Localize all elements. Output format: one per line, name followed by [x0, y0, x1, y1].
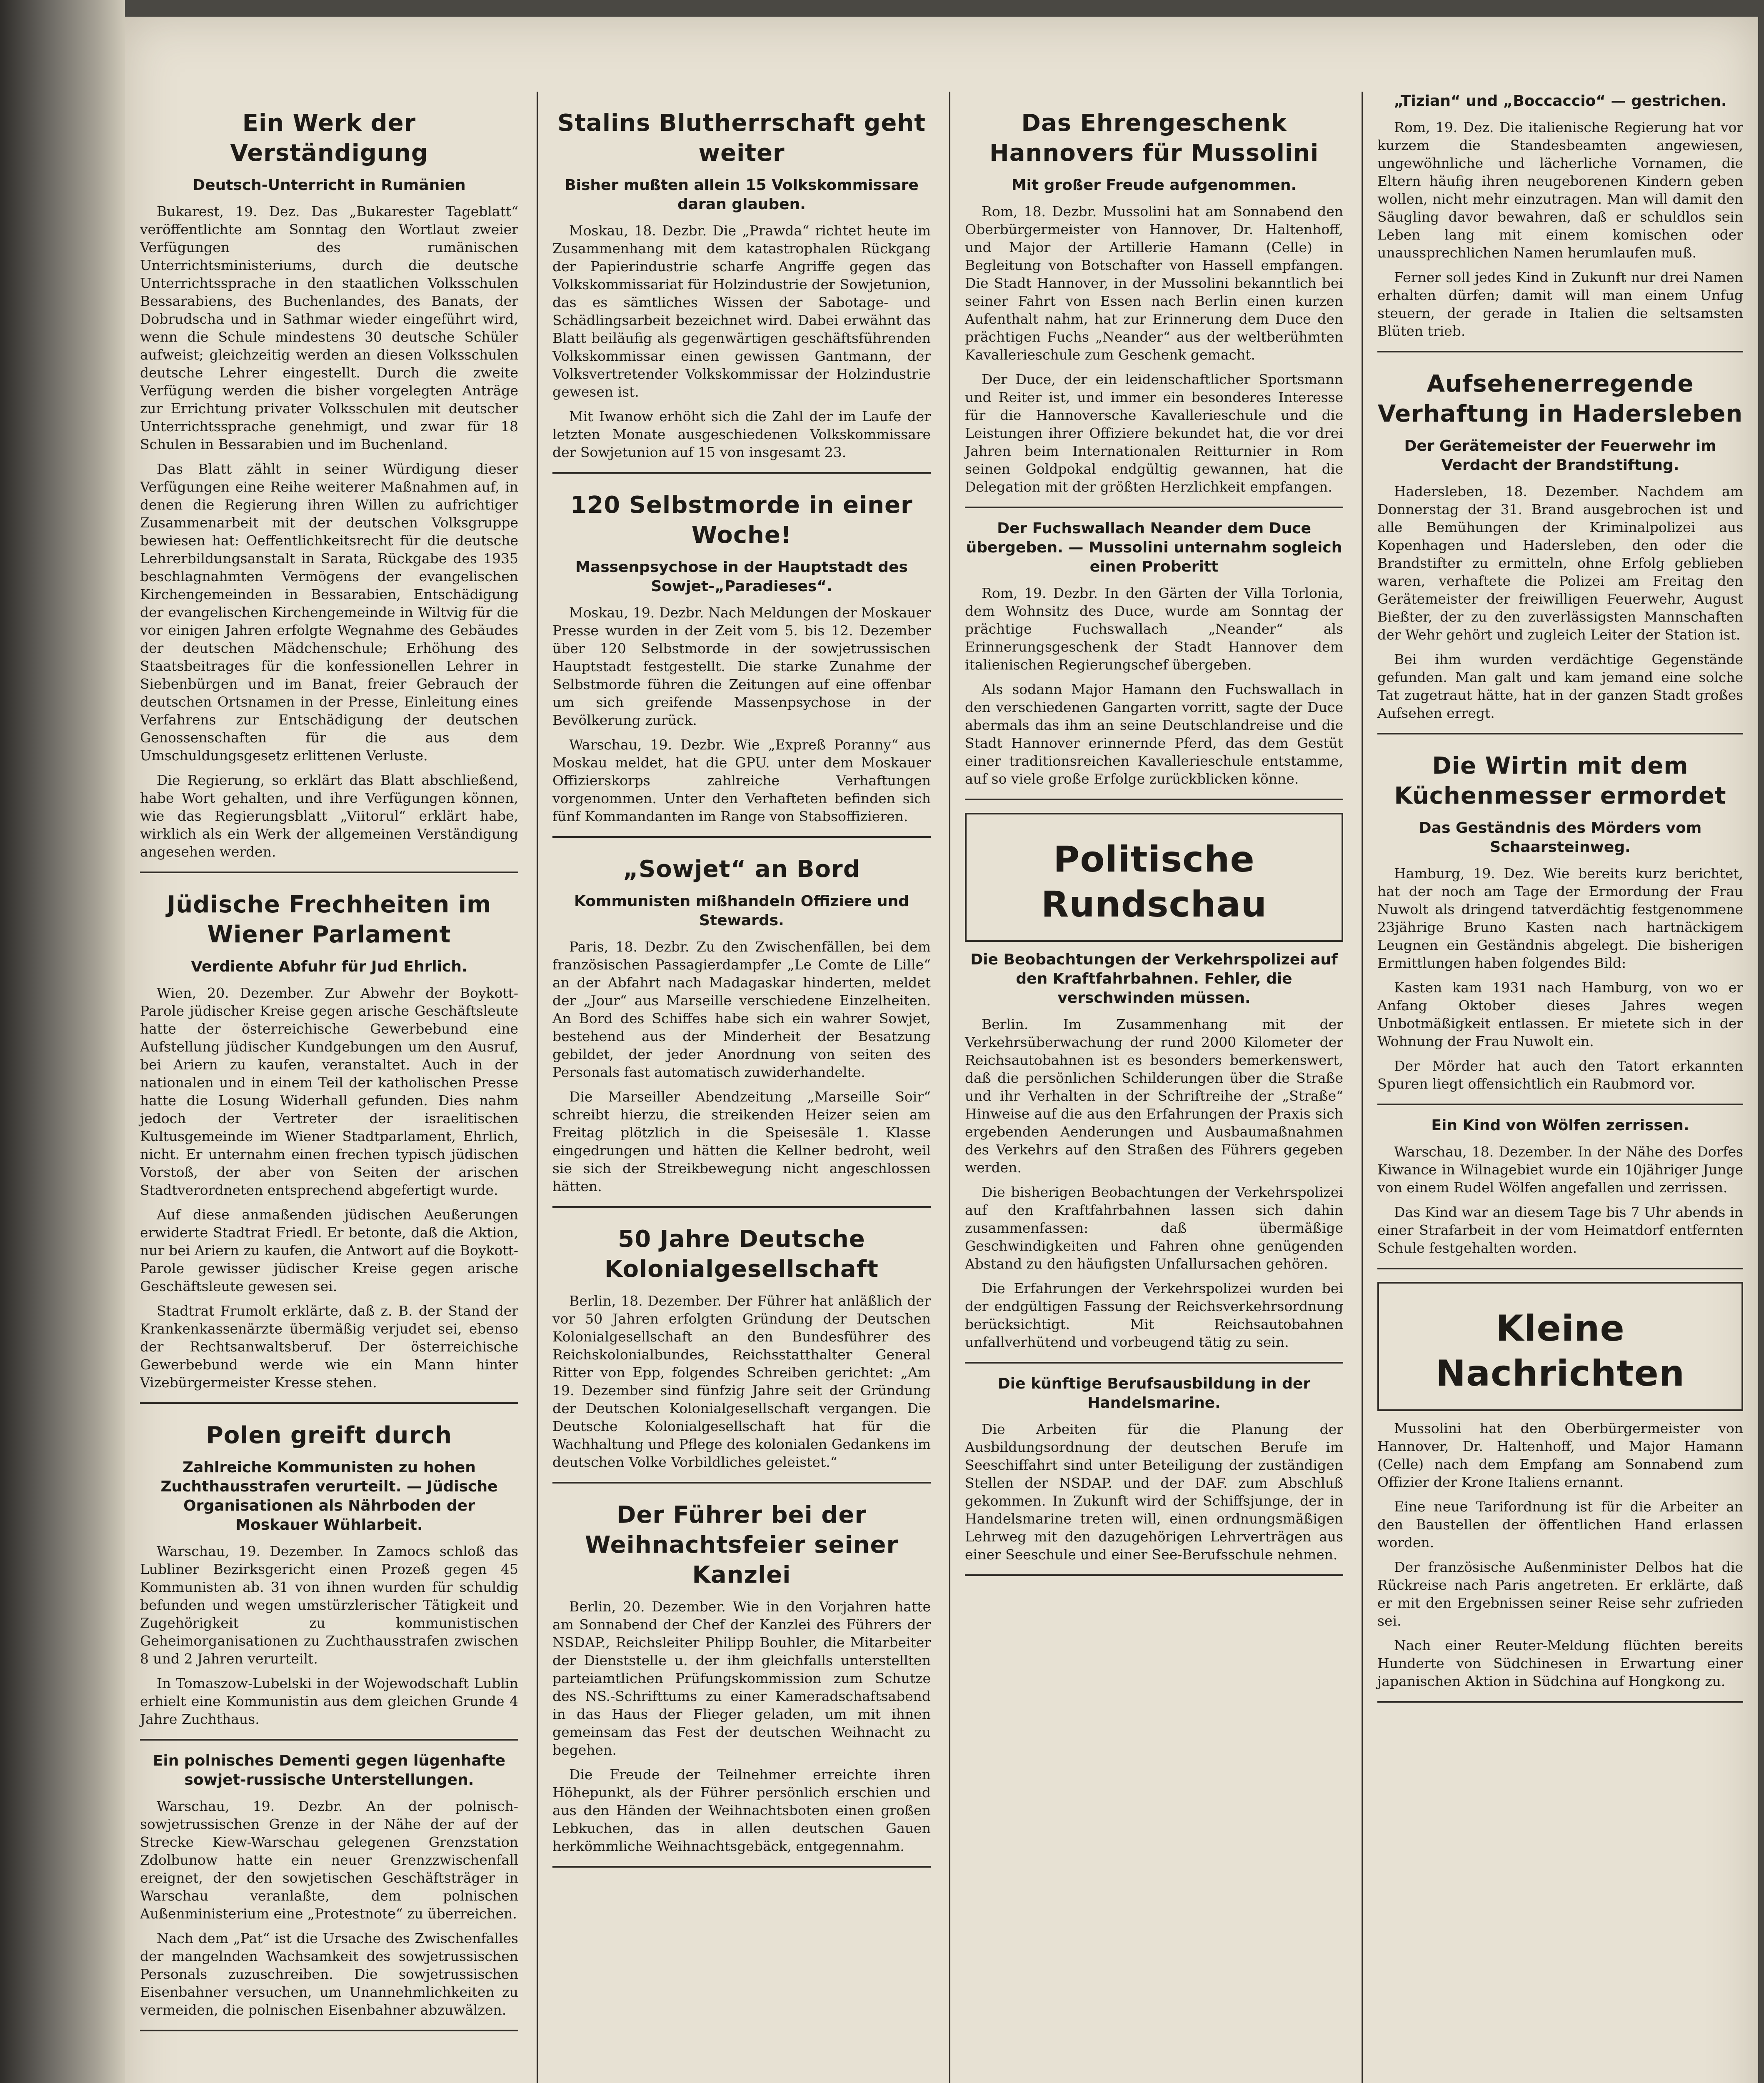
article-subhead: Deutsch-Unterricht in Rumänien — [192, 177, 466, 194]
article-headline: 120 Selbstmorde in einer Woche! — [570, 492, 913, 549]
article-subhead: Ein Kind von Wölfen zerrissen. — [1431, 1117, 1689, 1134]
article-paragraph: Der Duce, der ein leidenschaftlicher Sportsmann und Reiter ist, und immer ein besonderes Interesse für die Hannoversche Kavallerieschule und die Leistungen ihrer Offiziere bekundet hat, die vor drei Jahren beim Internationalen Reitturnier in Rom seinen Goldpokal endgültig gewannen, hat die Delegation mit der größten Herzlichkeit empfangen. — [965, 371, 1343, 495]
article-separator — [965, 799, 1343, 800]
article — [1377, 751, 1743, 1105]
article-subhead: Mit großer Freude aufgenommen. — [1011, 177, 1297, 194]
article — [1377, 369, 1743, 734]
article-separator — [965, 1574, 1343, 1576]
article-headline: Die Wirtin mit dem Küchenmesser ermordet — [1394, 752, 1727, 809]
article-paragraph: Auf diese anmaßenden jüdischen Aeußerungen erwiderte Stadtrat Friedl. Er betonte, daß die Aktion, nur bei Ariern zu kaufen, die Antwort auf die Boykott-Parole gewisser jüdischer Kreise gegen arische Geschäftsleute gewesen sei. — [140, 1206, 518, 1294]
article — [552, 490, 931, 838]
article-headline: Stalins Blutherrschaft geht weiter — [557, 110, 926, 167]
article-separator — [552, 1482, 931, 1484]
article-paragraph: Warschau, 19. Dezbr. Wie „Expreß Poranny“ aus Moskau meldet, hat die GPU. unter dem Moskauer Offizierskorps zahlreiche Verhaftungen vorgenommen. Unter den Verhafteten befinden sich fünf Kommandanten im Range von Stabsoffizieren. — [552, 737, 931, 824]
article-paragraph: Paris, 18. Dezbr. Zu den Zwischenfällen, bei dem französischen Passagierdampfer „Le Comte de Lille“ an der Abfahrt nach Madagaskar hinderten, meldet der „Jour“ aus Marseille verschiedene Einzelheiten. An Bord des Schiffes habe sich ein wahrer Sowjet, bestehend aus der Minderheit der Besatzung gebildet, der jeder Anordnung von seiten des Personals fast automatisch zuwiderhandelte. — [552, 939, 931, 1080]
article-paragraph: Die bisherigen Beobachtungen der Verkehrspolizei auf den Kraftfahrbahnen lassen sich dahin zusammenfassen: daß übermäßige Geschwindigkeiten und Fahren ohne genügenden Abstand zu den häufigsten Unfallursachen gehören. — [965, 1184, 1343, 1272]
article-headline: Kleine Nachrichten — [1436, 1308, 1685, 1394]
article-separator — [552, 836, 931, 838]
article-paragraph: Mit Iwanow erhöht sich die Zahl der im Laufe der letzten Monate ausgeschiedenen Volkskommissare der Sowjetunion auf 15 von insgesamt 23. — [552, 408, 931, 460]
article-headline: „Sowjet“ an Bord — [623, 856, 860, 883]
article-subhead: Kommunisten mißhandeln Offiziere und Stewards. — [574, 893, 909, 929]
article-paragraph: Die Regierung, so erklärt das Blatt abschließend, habe Wort gehalten, und ihre Verfügungen können, wie das Regierungsblatt „Viitorul“ erklärt habe, wirklich als ein Werk der allgemeinen Verständigung angesehen werden. — [140, 772, 518, 860]
article-paragraph: Stadtrat Frumolt erklärte, daß z. B. der Stand der Krankenkassenärzte übermäßig verjudet sei, ebenso der Rechtsanwaltsberuf. Der österreichische Gewerbebund werde wie ein Mann hinter Vizebürgermeister Kresse stehen. — [140, 1303, 518, 1391]
article-paragraph: Das Kind war an diesem Tage bis 7 Uhr abends in einer Strafarbeit in der vom Heimatdorf entfernten Schule festgehalten worden. — [1377, 1204, 1743, 1256]
article-separator — [1377, 733, 1743, 734]
article-subhead: Der Gerätemeister der Feuerwehr im Verdacht der Brandstiftung. — [1404, 437, 1717, 474]
article-paragraph: Bukarest, 19. Dez. Das „Bukarester Tageblatt“ veröffentlichte am Sonntag den Wortlaut zweier Verfügungen des rumänischen Unterrichtsministeriums, durch die deutsche Unterrichtssprache in den staatlichen Volksschulen Bessarabiens, des Buchenlandes, des Banats, der Dobrudscha und in Sathmar wieder eingeführt wird, wenn die Schule mindestens 30 deutsche Schüler aufweist; gleichzeitig werden an diesen Volksschulen deutsche Lehrer eingestellt. Durch die zweite Verfügung werden die bisher vorgelegten Anträge zur Errichtung privater Volksschulen mit deutscher Unterrichtssprache genehmigt, und zwar für 18 Schulen in Bessarabien und im Buchenland. — [140, 203, 518, 452]
article-subhead: Ein polnisches Dementi gegen lügenhafte sowjet-russische Unterstellungen. — [152, 1752, 506, 1788]
column-2 — [537, 92, 946, 2083]
article-paragraph: Warschau, 18. Dezember. In der Nähe des Dorfes Kiwance in Wilnagebiet wurde ein 10jähriger Junge von einem Rudel Wölfen angefallen und zerrissen. — [1377, 1144, 1743, 1196]
article-subhead: Das Geständnis des Mörders vom Schaarsteinweg. — [1419, 819, 1702, 856]
article-headline: Aufsehenerregende Verhaftung in Hadersleben — [1377, 370, 1743, 427]
article-paragraph: Wien, 20. Dezember. Zur Abwehr der Boykott-Parole jüdischer Kreise gegen arische Geschäftsleute hatte der österreichische Gewerbebund eine Aufstellung jüdischer Kundgebungen um den Ausruf, bei Ariern zu kaufen, veranstaltet. Auch in der nationalen und in einem Teil der katholischen Presse hatte die Losung Widerhall gefunden. Dies nahm jedoch der Vertreter der israelitischen Kultusgemeinde im Wiener Stadtparlament, Ehrlich, nicht. Er unternahm einen frechen typisch jüdischen Vorstoß, der aber von Seiten der arischen Stadtverordneten entsprechend abgefertigt wurde. — [140, 985, 518, 1198]
article-separator — [552, 1866, 931, 1868]
article-paragraph: Ferner soll jedes Kind in Zukunft nur drei Namen erhalten dürfen; damit will man einem Unfug steuern, der gerade in Italien die seltsamsten Blüten trieb. — [1377, 269, 1743, 339]
article — [965, 813, 1343, 1364]
article-subhead: Die Beobachtungen der Verkehrspolizei auf den Kraftfahrbahnen. Fehler, die verschwinden müssen. — [970, 951, 1338, 1007]
article — [965, 108, 1343, 508]
article — [140, 1421, 518, 1741]
article — [1377, 92, 1743, 352]
newspaper-page — [125, 17, 1758, 2083]
article-paragraph: Mussolini hat den Oberbürgermeister von Hannover, Dr. Haltenhoff, und Major Hamann (Celle) nach dem Empfang am Sonnabend zum Offizier der Krone Italiens ernannt. — [1377, 1420, 1743, 1490]
article — [1377, 1282, 1743, 1703]
article-subhead: Bisher mußten allein 15 Volkskommissare daran glauben. — [565, 177, 919, 213]
column-4 — [1362, 92, 1758, 2083]
article-paragraph: Das Blatt zählt in seiner Würdigung dieser Verfügungen eine Reihe weiterer Maßnahmen auf, in denen die Regierung ihren Willen zu aufrichtiger Zusammenarbeit mit der deutschen Volksgruppe bewiesen hat: Oeffentlichkeitsrecht für die deutsche Lehrerbildungsanstalt in Sarata, Rückgabe des 1935 beschlagnahmten Vermögens der evangelischen Kirchengemeinden in Bessarabien, Entschädigung der evangelischen Kirchengemeinde in Wiltvig für die vor einigen Jahren erfolgte Wegnahme des Gebäudes der deutschen Mädchenschule; Erhöhung des Staatsbeitrages für die konfessionellen Lehrer in Siebenbürgen und im Banat, freier Gebrauch der deutschen Ortsnamen in der Presse, Einleitung eines Verfahrens zur Entschädigung der deutschen Genossenschaften für die aus dem Umschuldungsgesetz erlittenen Verluste. — [140, 461, 518, 764]
article-separator — [140, 1402, 518, 1404]
article — [1377, 1116, 1743, 1269]
article-separator — [552, 472, 931, 474]
article-paragraph: Die Freude der Teilnehmer erreichte ihren Höhepunkt, als der Führer persönlich erschien und aus den Händen der Weihnachtsboten einen großen Lebkuchen, das in allen deutschen Gauen herkömmliche Weihnachtsgebäck, entgegennahm. — [552, 1766, 931, 1854]
article-paragraph: Nach einer Reuter-Meldung flüchten bereits Hunderte von Südchinesen in Erwartung einer japanischen Aktion in Südchina auf Hongkong zu. — [1377, 1637, 1743, 1689]
article-subhead: Massenpsychose in der Hauptstadt des Sowjet-„Paradieses“. — [575, 559, 908, 595]
article-paragraph: Rom, 18. Dezbr. Mussolini hat am Sonnabend den Oberbürgermeister von Hannover, Dr. Haltenhoff, und Major der Artillerie Hamann (Celle) in Begleitung von Botschafter von Hassell empfangen. Die Stadt Hannover, in der Mussolini bekanntlich bei seiner Fahrt von Essen nach Berlin einen kurzen Aufenthalt nahm, hat zur Erinnerung dem Duce den prächtigen Fuchs „Neander“ aus der weltberühmten Kavallerieschule zum Geschenk gemacht. — [965, 203, 1343, 363]
article-headline: Das Ehrengeschenk Hannovers für Mussolini — [989, 110, 1319, 167]
article-subhead: Verdiente Abfuhr für Jud Ehrlich. — [191, 958, 467, 975]
article-paragraph: Kasten kam 1931 nach Hamburg, von wo er Anfang Oktober dieses Jahres wegen Unbotmäßigkeit entlassen. Er mietete sich in der Wohnung der Frau Nuwolt ein. — [1377, 979, 1743, 1049]
section-header-box — [1377, 1282, 1743, 1411]
article-headline: Ein Werk der Verständigung — [230, 110, 428, 167]
article-separator — [140, 872, 518, 873]
article — [552, 1224, 931, 1484]
article — [552, 1500, 931, 1868]
article-separator — [552, 1206, 931, 1208]
column-1 — [125, 92, 533, 2083]
article-paragraph: Rom, 19. Dez. Die italienische Regierung hat vor kurzem die Standesbeamten angewiesen, ungewöhnliche und lächerliche Vornamen, die Eltern häufig ihren neugeborenen Kindern geben wollen, nicht mehr einzutragen. Man will damit den Säugling davor bewahren, daß er schuldlos sein Leben lang mit einem komischen oder unaussprechlichen Namen herumlaufen muß. — [1377, 119, 1743, 261]
article-separator — [140, 2030, 518, 2031]
article-headline: 50 Jahre Deutsche Kolonialgesellschaft — [605, 1226, 879, 1283]
article-subhead: Der Fuchswallach Neander dem Duce übergeben. — Mussolini unternahm sogleich einen Proberitt — [966, 520, 1342, 575]
article-paragraph: Als sodann Major Hamann den Fuchswallach in den verschiedenen Gangarten vorritt, sagte der Duce abermals das ihm an seine Deutschlandreise und die Stadt Hannover erinnernde Pferd, das dem Gestüt einer traditionsreichen Kavallerieschule entstamme, auf so viele große Erfolge zurückblicken könne. — [965, 681, 1343, 787]
article-paragraph: Berlin. Im Zusammenhang mit der Verkehrsüberwachung der rund 2000 Kilometer der Reichsautobahnen ist es besonders bemerkenswert, daß die persönlichen Schilderungen über die Straße und ihr Verhalten in der Schriftreihe der „Straße“ Hinweise auf die aus den Erfahrungen der Praxis sich ergebenden Aenderungen und Ausbaumaßnahmen des Verkehrs auf den Straßen des Führers gegeben werden. — [965, 1016, 1343, 1176]
article-separator — [965, 507, 1343, 508]
article-headline: Politische Rundschau — [1041, 839, 1267, 925]
article-paragraph: Berlin, 20. Dezember. Wie in den Vorjahren hatte am Sonnabend der Chef der Kanzlei des Führers der NSDAP., Reichsleiter Philipp Bouhler, die Mitarbeiter der Dienststelle u. der ihm gleichfalls unterstellten parteiamtlichen Prüfungskommission zum Schutze des NS.-Schrifttums zu einer Kameradschaftsabend in das Haus der Flieger geladen, um mit ihnen gemeinsam das Fest der deutschen Weihnacht zu begehen. — [552, 1598, 931, 1758]
article-paragraph: Die Erfahrungen der Verkehrspolizei wurden bei der endgültigen Fassung der Reichsverkehrsordnung berücksichtigt. Mit Reichsautobahnen unfallverhütend und vorbeugend tätig zu sein. — [965, 1280, 1343, 1350]
article — [552, 854, 931, 1208]
article-paragraph: Moskau, 18. Dezbr. Die „Prawda“ richtet heute im Zusammenhang mit dem katastrophalen Rückgang der Papierindustrie scharfe Angriffe gegen das Volkskommissariat für Holzindustrie der Sowjetunion, das es sämtliches Wissen der Sabotage- und Schädlingsarbeit bezeichnet wird. Dabei erwähnt das Blatt beiläufig als gegenwärtigen geschäftsführenden Volkskommissar einen gewissen Gantmann, der Volksvertretender Volkskommissar der Holzindustrie gewesen ist. — [552, 222, 931, 400]
article-paragraph: Warschau, 19. Dezember. In Zamocs schloß das Lubliner Bezirksgericht einen Prozeß gegen 45 Kommunisten ab. 31 von ihnen wurden für schuldig befunden und wegen umstürzlerischer Tätigkeit und Zugehörigkeit zu kommunistischen Geheimorganisationen zu Zuchthausstrafen zwischen 8 und 2 Jahren verurteilt. — [140, 1543, 518, 1667]
article-separator — [1377, 1701, 1743, 1703]
article-paragraph: Hadersleben, 18. Dezember. Nachdem am Donnerstag der 31. Brand ausgebrochen ist und alle Bemühungen der Kriminalpolizei aus Kopenhagen und Hadersleben, den oder die Brandstifter zu ermitteln, ohne Erfolg geblieben waren, verhaftete die Polizei am Freitag den Gerätemeister der freiwilligen Feuerwehr, August Bießter, der zu den zuverlässigsten Mannschaften der Wehr gehört und zugleich Leiter der Station ist. — [1377, 483, 1743, 643]
article-paragraph: Warschau, 19. Dezbr. An der polnisch-sowjetrussischen Grenze in der Nähe der auf der Strecke Kiew-Warschau gelegenen Grenzstation Zdolbunow hatte ein neuer Grenzzwischenfall ereignet, der den sowjetischen Geschäftsträger in Warschau veranlaßte, dem polnischen Außenministerium eine „Protestnote“ zu überreichen. — [140, 1798, 518, 1922]
article-headline: Jüdische Frechheiten im Wiener Parlament — [167, 891, 492, 948]
column-3 — [950, 92, 1358, 2083]
article-paragraph: Berlin, 18. Dezember. Der Führer hat anläßlich der vor 50 Jahren erfolgten Gründung der Deutschen Kolonialgesellschaft an den Bundesführer des Reichskolonialbundes, Reichsstatthalter General Ritter von Epp, folgendes Schreiben gerichtet: „Am 19. Dezember sind fünfzig Jahre seit der Gründung der Deutschen Kolonialgesellschaft vergangen. Die Deutsche Kolonialgesellschaft hat für die Wachhaltung und Pflege des kolonialen Gedankens im deutschen Volke Vorbildliches geleistet.“ — [552, 1293, 931, 1470]
article-subhead: Die künftige Berufsausbildung in der Handelsmarine. — [997, 1375, 1311, 1411]
article — [140, 890, 518, 1404]
article — [140, 108, 518, 873]
article-paragraph: Hamburg, 19. Dez. Wie bereits kurz berichtet, hat der noch am Tage der Ermordung der Frau Nuwolt als dringend tatverdächtig festgenommene 23jährige Bruno Kasten nach hartnäckigem Leugnen ein Geständnis abgelegt. Die bisherigen Ermittlungen haben folgendes Bild: — [1377, 865, 1743, 971]
article-subhead: „Tizian“ und „Boccaccio“ — gestrichen. — [1394, 92, 1727, 110]
article — [965, 1374, 1343, 1576]
article-separator — [1377, 1104, 1743, 1105]
article-separator — [1377, 1268, 1743, 1269]
article-paragraph: Eine neue Tarifordnung ist für die Arbeiter an den Baustellen der öffentlichen Hand erlassen worden. — [1377, 1499, 1743, 1551]
article-paragraph: Der Mörder hat auch den Tatort erkannten Spuren liegt offensichtlich ein Raubmord vor. — [1377, 1058, 1743, 1092]
article-separator — [1377, 351, 1743, 352]
article-separator — [965, 1362, 1343, 1364]
article — [965, 519, 1343, 800]
article-paragraph: Die Marseiller Abendzeitung „Marseille Soir“ schreibt hierzu, die streikenden Heizer seien am Freitag plötzlich in die Speisesäle 1. Klasse eingedrungen und hätten die Kellner bedroht, weil sie sich der Streikbewegung nicht angeschlossen hätten. — [552, 1089, 931, 1194]
article-paragraph: Moskau, 19. Dezbr. Nach Meldungen der Moskauer Presse wurden in der Zeit vom 5. bis 12. Dezember über 120 Selbstmorde in der sowjetrussischen Hauptstadt festgestellt. Die starke Zunahme der Selbstmorde führen die Zeitungen auf eine offenbar um sich greifende Massenpsychose in der Bevölkerung zurück. — [552, 604, 931, 728]
article-paragraph: Die Arbeiten für die Planung der Ausbildungsordnung der deutschen Berufe im Seeschiffahrt sind unter Beteiligung der zuständigen Stellen der NSDAP. und der DAF. zum Abschluß gekommen. In Zukunft wird der Schiffsjunge, der in Handelsmarine treten will, einen ordnungsmäßigen Lehrweg mit den dazugehörigen Lehrverträgen aus einer Seeschule und einer See-Berufsschule nehmen. — [965, 1421, 1343, 1563]
article-headline: Polen greift durch — [206, 1422, 452, 1449]
article — [140, 1751, 518, 2031]
article-paragraph: Der französische Außenminister Delbos hat die Rückreise nach Paris angetreten. Er erklärte, daß er mit den Ergebnissen seiner Reise sehr zufrieden sei. — [1377, 1559, 1743, 1629]
article-paragraph: Nach dem „Pat“ ist die Ursache des Zwischenfalles der mangelnden Wachsamkeit des sowjetrussischen Personals zuzuschreiben. Die sowjetrussischen Eisenbahner versuchen, um Unannehmlichkeiten zu vermeiden, die polnischen Eisenbahner abzuwälzen. — [140, 1930, 518, 2018]
article — [552, 108, 931, 474]
article-separator — [140, 1739, 518, 1741]
book-binding-edge — [0, 0, 125, 2083]
article-headline: Der Führer bei der Weihnachtsfeier seiner Kanzlei — [585, 1501, 899, 1588]
article-paragraph: Bei ihm wurden verdächtige Gegenstände gefunden. Man galt und kam jemand eine solche Tat zugetraut hätte, hat in der ganzen Stadt großes Aufsehen erregt. — [1377, 651, 1743, 721]
article-paragraph: In Tomaszow-Lubelski in der Wojewodschaft Lublin erhielt eine Kommunistin aus dem gleichen Grunde 4 Jahre Zuchthaus. — [140, 1675, 518, 1727]
article-paragraph: Rom, 19. Dezbr. In den Gärten der Villa Torlonia, dem Wohnsitz des Duce, wurde am Sonntag der prächtige Fuchswallach „Neander“ als Erinnerungsgeschenk der Stadt Hannover dem italienischen Regierungschef übergeben. — [965, 585, 1343, 673]
section-header-box — [965, 813, 1343, 942]
article-subhead: Zahlreiche Kommunisten zu hohen Zuchthausstrafen verurteilt. — Jüdische Organisationen als Nährboden der Moskauer Wühlarbeit. — [160, 1459, 498, 1534]
